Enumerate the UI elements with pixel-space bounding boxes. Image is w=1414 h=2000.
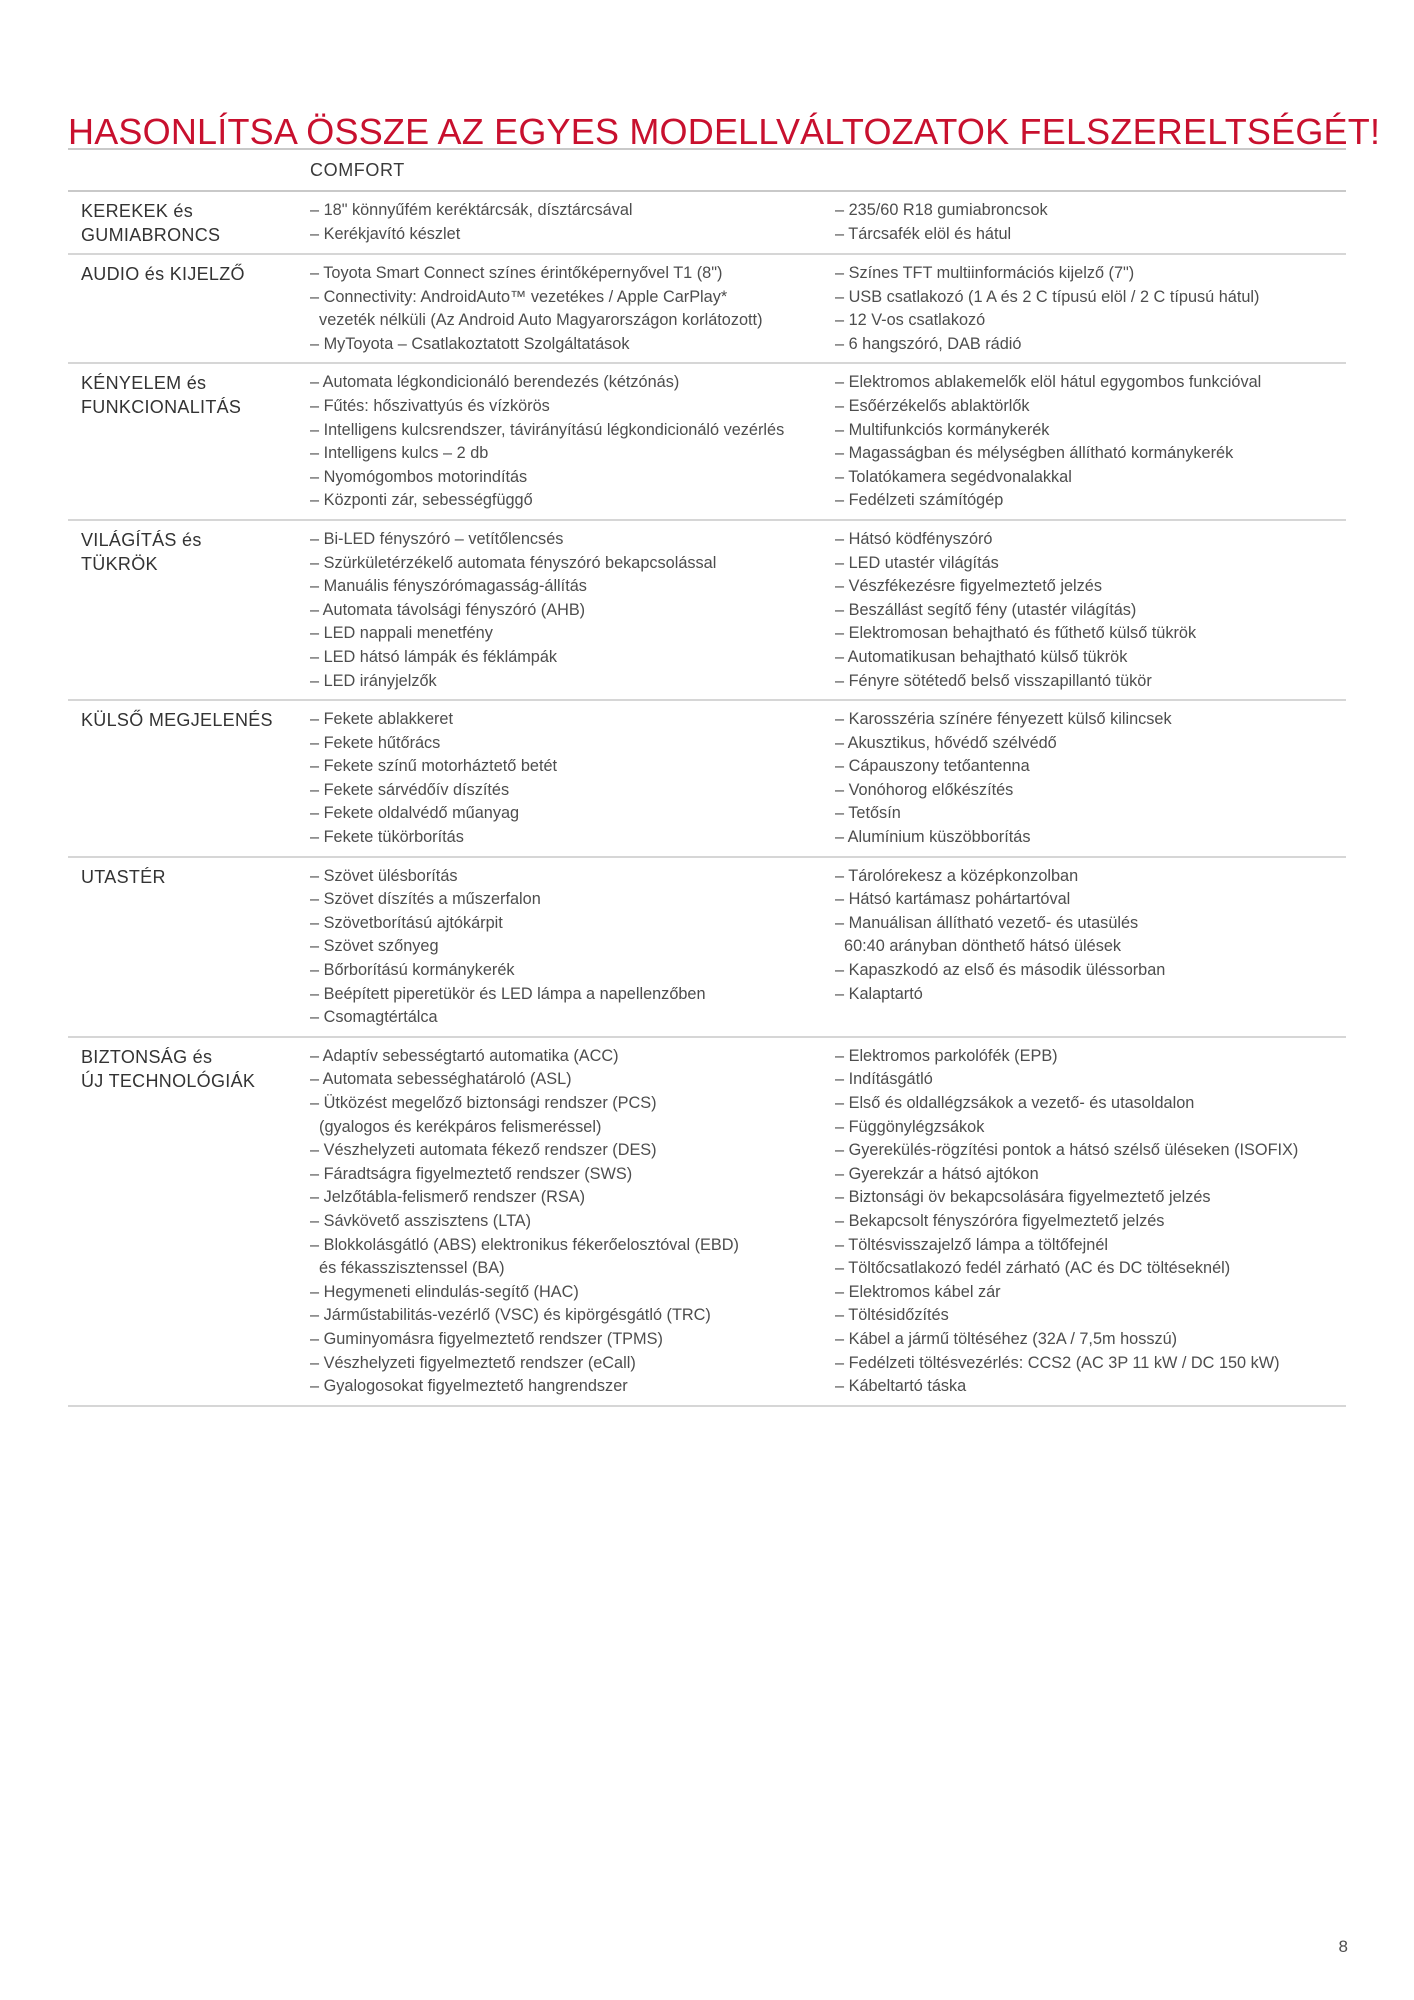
spec-section [68,701,1346,858]
feature-item: – Gyerekzár a hátsó ajtókon [835,1164,1039,1183]
feature-item: – Beszállást segítő fény (utastér világítás) [835,600,1137,619]
spec-comparison-table [68,148,1346,1407]
feature-item: – Multifunkciós kormánykerék [835,420,1050,439]
feature-item: – Tolatókamera segédvonalakkal [835,467,1072,486]
feature-item: – Hegymeneti elindulás-segítő (HAC) [310,1282,579,1301]
page-number: 8 [1338,1937,1348,1956]
feature-item: – LED irányjelzők [310,671,437,690]
feature-item: – Szürkületérzékelő automata fényszóró bekapcsolással [310,553,717,572]
feature-item: – 235/60 R18 gumiabroncsok [835,201,1048,219]
feature-item: – Cápauszony tetőantenna [835,757,1030,776]
feature-item: – Esőérzékelős ablaktörlők [835,396,1030,415]
table-body [68,192,1346,1407]
feature-item: – Intelligens kulcs – 2 db [310,444,489,463]
feature-item: – Fűtés: hőszivattyús és vízkörös [310,396,550,415]
feature-item: – Fekete hűtőrács [310,733,441,752]
feature-item: – Szövet szőnyeg [310,937,439,956]
feature-item: – Csomagtértálca [310,1008,438,1027]
feature-item: – Beépített piperetükör és LED lámpa a napellenzőben [310,984,706,1003]
feature-item: – Fényre sötétedő belső visszapillantó tükör [835,671,1152,690]
feature-item: vezeték nélküli (Az Android Auto Magyarországon korlátozott) [310,311,763,330]
feature-item: – Tárolórekesz a középkonzolban [835,866,1079,885]
feature-column-right [835,865,1346,1030]
feature-column-right [835,528,1346,693]
feature-item: – Kábeltartó táska [835,1377,967,1396]
feature-item: – Fedélzeti töltésvezérlés: CCS2 (AC 3P 11 kW / DC 150 kW) [835,1353,1280,1372]
feature-item: – USB csatlakozó (1 A és 2 C típusú elöl / 2 C típusú hátul) [835,287,1260,306]
feature-item: – Töltésvisszajelző lámpa a töltőfejnél [835,1235,1109,1254]
feature-item: – Hátsó ködfényszóró [835,529,993,548]
feature-item: – Automatikusan behajtható külső tükrök [835,647,1128,666]
feature-item: – 12 V-os csatlakozó [835,311,986,330]
spec-section [68,192,1346,255]
feature-column-left [310,199,835,247]
feature-item: – Járműstabilitás-vezérlő (VSC) és kipörgésgátló (TRC) [310,1306,711,1325]
feature-item: – Karosszéria színére fényezett külső kilincsek [835,710,1172,729]
feature-item: – Vonóhorog előkészítés [835,780,1014,799]
feature-item: – 18" könnyűfém keréktárcsák, dísztárcsával [310,201,633,219]
feature-item: – 6 hangszóró, DAB rádió [835,334,1022,353]
feature-item: – Ütközést megelőző biztonsági rendszer (PCS) [310,1094,657,1112]
feature-item: – Manuálisan állítható vezető- és utasülés [835,913,1139,932]
feature-item: – Guminyomásra figyelmeztető rendszer (TPMS) [310,1329,663,1348]
feature-item: – Színes TFT multiinformációs kijelző (7") [835,264,1135,282]
feature-item: – Blokkolásgátló (ABS) elektronikus fékerőelosztóval (EBD) [310,1235,739,1254]
feature-item: – Fedélzeti számítógép [835,491,1004,510]
spec-section [68,858,1346,1038]
spec-section [68,1038,1346,1407]
feature-item: – Elektromos parkolófék (EPB) [835,1046,1058,1065]
feature-item: – Kapaszkodó az első és második üléssorban [835,961,1166,980]
feature-column-right [835,199,1346,247]
feature-item: – Szövetborítású ajtókárpit [310,913,503,932]
feature-item: – Vészhelyzeti automata fékező rendszer (DES) [310,1141,657,1160]
feature-item: – Gyerekülés-rögzítési pontok a hátsó szélső üléseken (ISOFIX) [835,1141,1299,1160]
feature-item: – Első és oldallégzsákok a vezető- és utasoldalon [835,1094,1195,1112]
feature-item: – Elektromos ablakemelők elöl hátul egygombos funkcióval [835,373,1262,392]
feature-item: – Gyalogosokat figyelmeztető hangrendszer [310,1377,628,1396]
feature-item: – Töltőcsatlakozó fedél zárható (AC és DC töltéseknél) [835,1259,1231,1278]
feature-item: – Connectivity: AndroidAuto™ vezetékes / Apple CarPlay* [310,287,728,306]
feature-item: – Tárcsafék elöl és hátul [835,224,1012,243]
feature-item: – Bekapcsolt fényszóróra figyelmeztető jelzés [835,1211,1165,1230]
feature-item: – Automata sebességhatároló (ASL) [310,1070,572,1089]
feature-item: – Vészhelyzeti figyelmeztető rendszer (eCall) [310,1353,636,1372]
feature-column-left [310,708,835,850]
feature-item: – LED nappali menetfény [310,624,493,643]
feature-item: – Központi zár, sebességfüggő [310,491,533,510]
feature-item: – Tetősín [835,804,901,823]
feature-item: – Szövet díszítés a műszerfalon [310,890,541,909]
spec-section [68,521,1346,701]
feature-item: – Automata légkondicionáló berendezés (kétzónás) [310,373,680,392]
section-category: KÉNYELEM és FUNKCIONALITÁS [81,373,242,418]
table-header [68,150,1346,192]
feature-item: – Függönylégzsákok [835,1117,985,1136]
feature-item: – Akusztikus, hővédő szélvédő [835,733,1057,752]
feature-column-left [310,1045,835,1399]
feature-item: – Elektromos kábel zár [835,1282,1001,1301]
feature-column-right [835,708,1346,850]
feature-item: – Fekete sárvédőív díszítés [310,780,510,799]
feature-column-left [310,371,835,513]
spec-section [68,255,1346,364]
feature-item: 60:40 arányban dönthető hátsó ülések [835,937,1122,956]
feature-column-right [835,262,1346,356]
feature-item: – LED utastér világítás [835,553,999,572]
section-category: UTASTÉR [81,866,166,887]
feature-item: – Kalaptartó [835,984,923,1003]
section-category: KEREKEK és GUMIABRONCS [81,201,221,245]
feature-column-left [310,528,835,693]
spec-section [68,364,1346,521]
feature-item: – Jelzőtábla-felismerő rendszer (RSA) [310,1188,586,1207]
section-category: AUDIO és KIJELZŐ [81,264,245,284]
feature-item: – Fekete oldalvédő műanyag [310,804,520,823]
feature-item: és fékasszisztenssel (BA) [310,1259,505,1278]
feature-item: – Kábel a jármű töltéséhez (32A / 7,5m hosszú) [835,1329,1178,1348]
section-category: KÜLSŐ MEGJELENÉS [81,710,273,731]
feature-column-left [310,262,835,356]
feature-column-right [835,371,1346,513]
feature-item: – Fáradtságra figyelmeztető rendszer (SWS) [310,1164,633,1183]
page-title: HASONLÍTSA ÖSSZE AZ EGYES MODELLVÁLTOZATOK FELSZERELTSÉGÉT! [68,111,1381,153]
feature-item: – Indításgátló [835,1070,933,1089]
feature-item: – Fekete ablakkeret [310,710,453,729]
feature-item: – Fekete tükörborítás [310,828,464,847]
feature-item: – Magasságban és mélységben állítható kormánykerék [835,444,1234,463]
feature-item: – Bőrborítású kormánykerék [310,961,515,980]
feature-item: – Töltésidőzítés [835,1306,949,1325]
feature-item: – Bi-LED fényszóró – vetítőlencsés [310,529,564,548]
feature-item: – LED hátsó lámpák és féklámpák [310,647,558,666]
section-category: VILÁGÍTÁS és TÜKRÖK [81,529,202,574]
section-category: BIZTONSÁG és ÚJ TECHNOLÓGIÁK [81,1046,256,1091]
feature-item: – Szövet ülésborítás [310,866,458,885]
feature-item: – Intelligens kulcsrendszer, távirányítású légkondicionáló vezérlés [310,420,785,439]
feature-item: – Manuális fényszórómagasság-állítás [310,577,587,596]
feature-column-right [835,1045,1346,1399]
feature-item: – Hátsó kartámasz pohártartóval [835,890,1071,909]
feature-item: – Alumínium küszöbborítás [835,828,1031,847]
feature-item: – Vészfékezésre figyelmeztető jelzés [835,577,1102,596]
feature-item: (gyalogos és kerékpáros felismeréssel) [310,1117,602,1136]
feature-item: – Kerékjavító készlet [310,224,461,243]
feature-item: – Adaptív sebességtartó automatika (ACC) [310,1046,619,1065]
feature-item: – Elektromosan behajtható és fűthető külső tükrök [835,624,1197,643]
feature-item: – MyToyota – Csatlakoztatott Szolgáltatások [310,334,630,353]
feature-item: – Biztonsági öv bekapcsolására figyelmeztető jelzés [835,1188,1211,1207]
feature-column-left [310,865,835,1030]
feature-item: – Toyota Smart Connect színes érintőképernyővel T1 (8") [310,264,723,282]
feature-item: – Fekete színű motorháztető betét [310,757,558,776]
variant-column-header: COMFORT [310,160,405,180]
feature-item: – Nyomógombos motorindítás [310,467,528,486]
feature-item: – Automata távolsági fényszóró (AHB) [310,600,586,619]
feature-item: – Sávkövető asszisztens (LTA) [310,1211,532,1230]
